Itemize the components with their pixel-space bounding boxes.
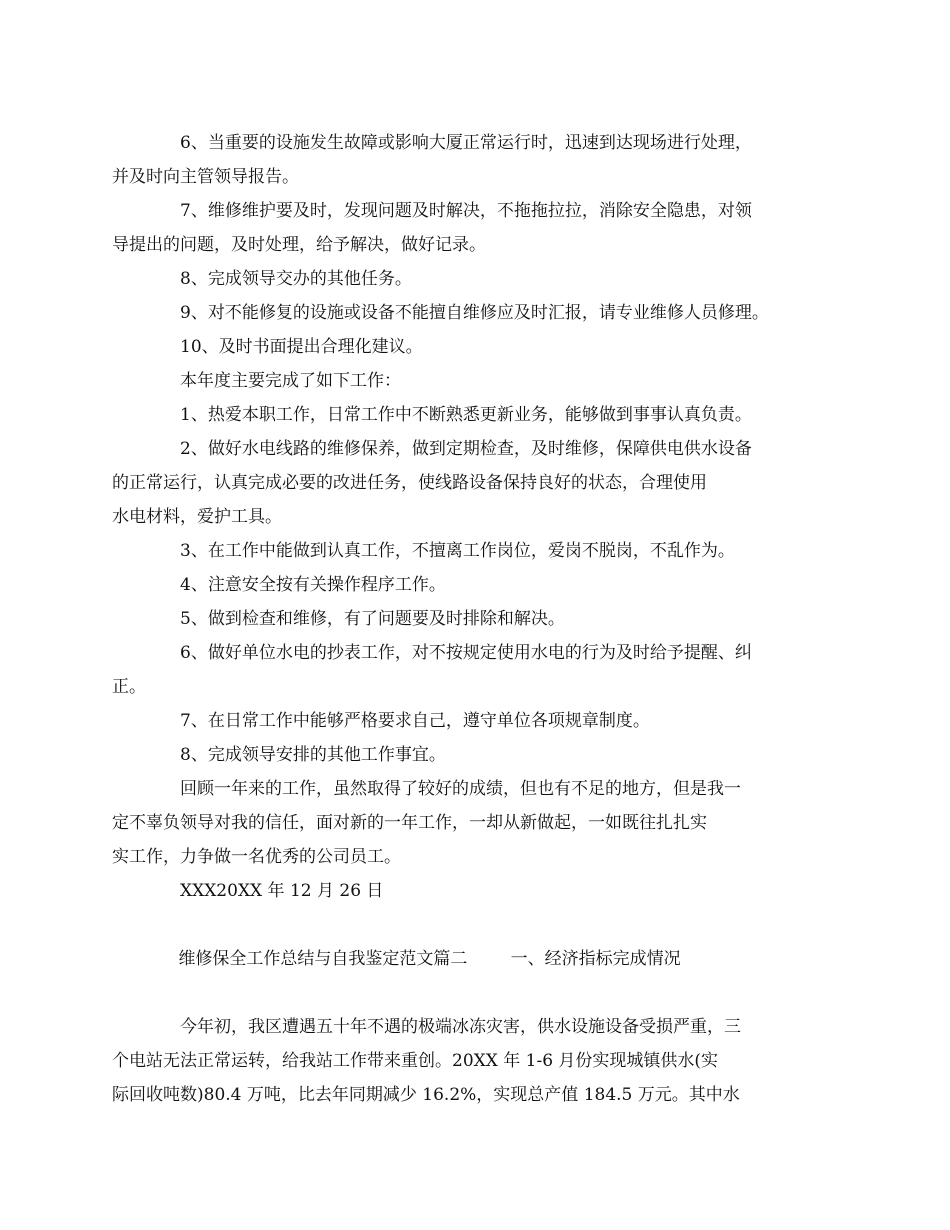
document-body — [112, 126, 826, 1112]
paragraph-line: 8、完成领导交办的其他任务。 — [180, 269, 412, 289]
paragraph-line: 2、做好水电线路的维修保养，做到定期检查，及时维修，保障供电供水设备 — [180, 439, 752, 459]
paragraph-line: 7、在日常工作中能够严格要求自己，遵守单位各项规章制度。 — [180, 711, 650, 731]
paragraph-line: 4、注意安全按有关操作程序工作。 — [180, 575, 446, 595]
paragraph-line: 5、做到检查和维修，有了问题要及时排除和解决。 — [180, 609, 565, 629]
paragraph-item-9-unrepairable — [146, 296, 826, 330]
paragraph-line: 今年初，我区遭遇五十年不遇的极端冰冻灾害，供水设施设备受损严重，三 — [180, 1017, 741, 1037]
paragraph-item-6-facility-failure — [112, 126, 826, 194]
paragraph-work-1 — [146, 398, 826, 432]
paragraph-line: 6、做好单位水电的抄表工作，对不按规定使用水电的行为及时给予提醒、纠 — [180, 643, 752, 663]
paragraph-line: 回顾一年来的工作，虽然取得了较好的成绩，但也有不足的地方，但是我一 — [180, 779, 741, 799]
paragraph-line: 1、热爱本职工作，日常工作中不断熟悉更新业务，能够做到事事认真负责。 — [180, 405, 752, 425]
paragraph-work-2 — [112, 432, 826, 534]
paragraph-line: 际回收吨数)80.4 万吨，比去年同期减少 16.2%，实现总产值 184.5 万元。其中水 — [112, 1085, 740, 1105]
paragraph-line: 10、及时书面提出合理化建议。 — [180, 337, 423, 357]
paragraph-line: 本年度主要完成了如下工作： — [180, 371, 401, 391]
paragraph-year-summary-heading — [146, 364, 826, 398]
paragraph-item-8-other-tasks — [146, 262, 826, 296]
section-title-text: 维修保全工作总结与自我鉴定范文篇二 一、经济指标完成情况 — [178, 949, 681, 969]
paragraph-item-10-suggestions — [146, 330, 826, 364]
paragraph-line: XXX20XX 年 12 月 26 日 — [180, 881, 384, 901]
paragraph-line: 3、在工作中能做到认真工作，不擅离工作岗位，爱岗不脱岗，不乱作为。 — [180, 541, 735, 561]
section-title — [146, 908, 826, 1010]
paragraph-line: 8、完成领导安排的其他工作事宜。 — [180, 745, 446, 765]
paragraph-line: 并及时向主管领导报告。 — [112, 167, 299, 187]
paragraph-line: 6、当重要的设施发生故障或影响大厦正常运行时，迅速到达现场进行处理， — [180, 133, 752, 153]
paragraph-line: 的正常运行，认真完成必要的改进任务，使线路设备保持良好的状态，合理使用 — [112, 473, 707, 493]
paragraph-line: 个电站无法正常运转，给我站工作带来重创。20XX 年 1-6 月份实现城镇供水(实 — [112, 1051, 719, 1071]
paragraph-line: 正。 — [112, 677, 146, 697]
paragraph-line: 7、维修维护要及时，发现问题及时解决，不拖拖拉拉，消除安全隐患，对领 — [180, 201, 752, 221]
paragraph-item-7-timely-maintenance — [112, 194, 826, 262]
paragraph-line: 水电材料，爱护工具。 — [112, 507, 282, 527]
paragraph-line: 导提出的问题，及时处理，给予解决，做好记录。 — [112, 235, 486, 255]
paragraph-review — [112, 772, 826, 874]
paragraph-line: 9、对不能修复的设施或设备不能擅自维修应及时汇报，请专业维修人员修理。 — [180, 303, 769, 323]
paragraph-work-3 — [146, 534, 826, 568]
paragraph-line: 定不辜负领导对我的信任，面对新的一年工作，一却从新做起，一如既往扎扎实 — [112, 813, 707, 833]
paragraph-work-8 — [146, 738, 826, 772]
paragraph-work-4 — [146, 568, 826, 602]
paragraph-work-7 — [146, 704, 826, 738]
signature-date — [146, 874, 826, 908]
paragraph-work-5 — [146, 602, 826, 636]
paragraph-work-6 — [112, 636, 826, 704]
paragraph-economic-indicators — [112, 1010, 826, 1112]
paragraph-line: 实工作，力争做一名优秀的公司员工。 — [112, 847, 401, 867]
